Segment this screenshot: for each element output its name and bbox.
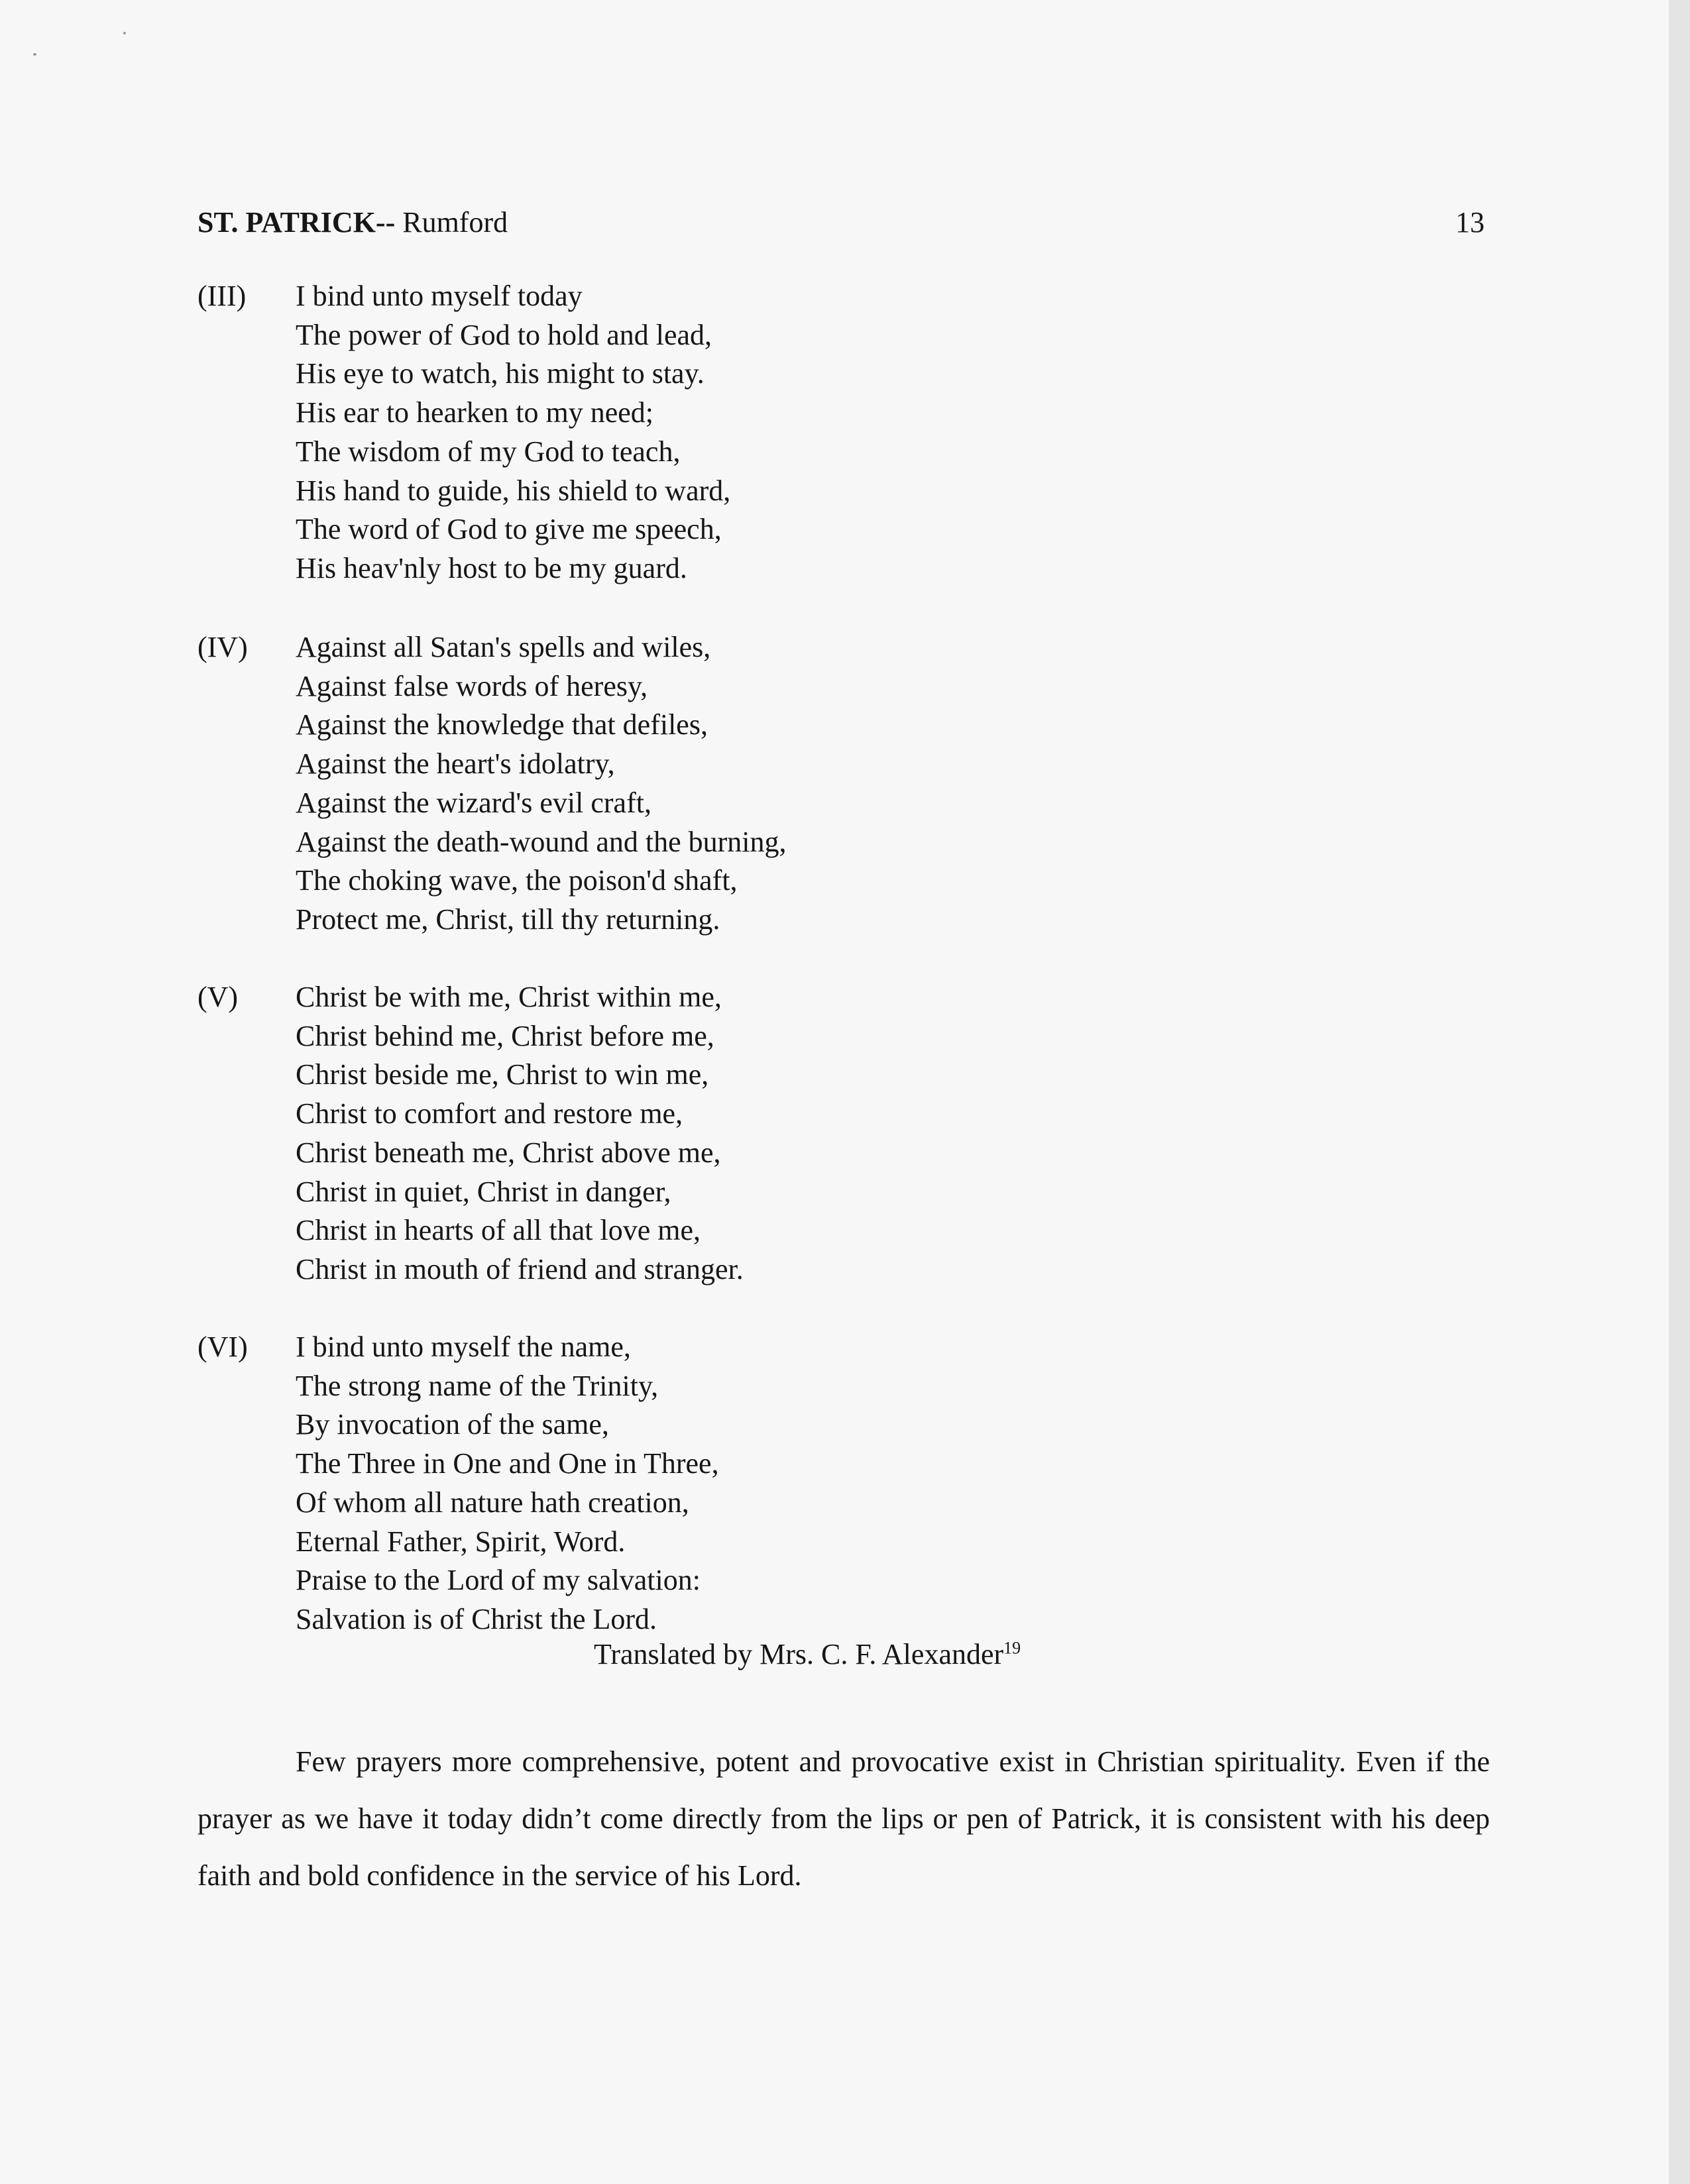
verse-line: His eye to watch, his might to stay. [296, 357, 704, 390]
verse-line: I bind unto myself the name, [296, 1331, 631, 1363]
verse-line: His ear to hearken to my need; [296, 396, 654, 429]
commentary-text: Few prayers more comprehensive, potent and provocative exist in Christian spirituality. Even if the prayer as we have it today didn’t come directly from the lips or pen of Patrick, it is consistent with his deep faith and bold confidence in the service of his Lord. [197, 1745, 1490, 1892]
verse-line: Christ in hearts of all that love me, [296, 1214, 701, 1247]
stanza-number: (VI) [197, 1331, 248, 1363]
verse-line: Christ beside me, Christ to win me, [296, 1058, 709, 1091]
verse-line: Christ behind me, Christ before me, [296, 1019, 714, 1052]
verse-line: His hand to guide, his shield to ward, [296, 474, 731, 507]
page-header [197, 203, 1485, 243]
verse-line: The strong name of the Trinity, [296, 1369, 659, 1402]
stanza-number: (V) [197, 981, 239, 1013]
verse-line: Against false words of heresy, [296, 669, 648, 702]
hymn-title: ST. PATRICK-- [197, 206, 396, 239]
verse-line: Christ be with me, Christ within me, [296, 981, 722, 1013]
verse-line: The power of God to hold and lead, [296, 318, 712, 351]
footnote-marker: 19 [1003, 1638, 1021, 1658]
verse-line: Salvation is of Christ the Lord. [296, 1602, 657, 1635]
scan-speck [123, 32, 126, 34]
verse-line: Christ beneath me, Christ above me, [296, 1136, 721, 1169]
translation-credit [594, 1635, 1021, 1674]
verse-line: The Three in One and One in Three, [296, 1447, 719, 1480]
verse-line: Against the wizard's evil craft, [296, 786, 651, 819]
verse-line: Protect me, Christ, till thy returning. [296, 902, 720, 936]
translator-text: Translated by Mrs. C. F. Alexander [594, 1638, 1004, 1670]
stanza-number: (IV) [197, 631, 248, 663]
verse-line: His heav'nly host to be my guard. [296, 551, 687, 584]
stanza-lines [296, 1328, 1223, 1639]
page-number: 13 [1455, 206, 1485, 239]
stanza-number: (III) [197, 280, 247, 312]
verse-line: Christ in quiet, Christ in danger, [296, 1175, 671, 1208]
tune-name: Rumford [395, 206, 508, 239]
verse-line: Eternal Father, Spirit, Word. [296, 1525, 626, 1558]
verse-line: Against the knowledge that defiles, [296, 708, 708, 741]
verse-line: Christ in mouth of friend and stranger. [296, 1252, 744, 1285]
verse-line: The choking wave, the poison'd shaft, [296, 864, 738, 897]
stanza-lines [296, 628, 1223, 940]
scan-edge [1669, 0, 1690, 2184]
verse-line: I bind unto myself today [296, 280, 583, 312]
verse-line: Against the heart's idolatry, [296, 747, 615, 781]
verse-line: By invocation of the same, [296, 1408, 609, 1441]
verse-line: Against all Satan's spells and wiles, [296, 631, 711, 663]
scan-speck [33, 53, 36, 56]
stanza-lines [296, 978, 1223, 1289]
verse-line: Against the death-wound and the burning, [296, 825, 787, 858]
verse-line: Praise to the Lord of my salvation: [296, 1564, 701, 1597]
stanza-lines [296, 277, 1223, 588]
verse-line: The word of God to give me speech, [296, 513, 722, 546]
verse-line: Of whom all nature hath creation, [296, 1486, 689, 1519]
verse-line: Christ to comfort and restore me, [296, 1097, 683, 1130]
verse-line: The wisdom of my God to teach, [296, 435, 681, 468]
commentary-paragraph [197, 1733, 1490, 1904]
